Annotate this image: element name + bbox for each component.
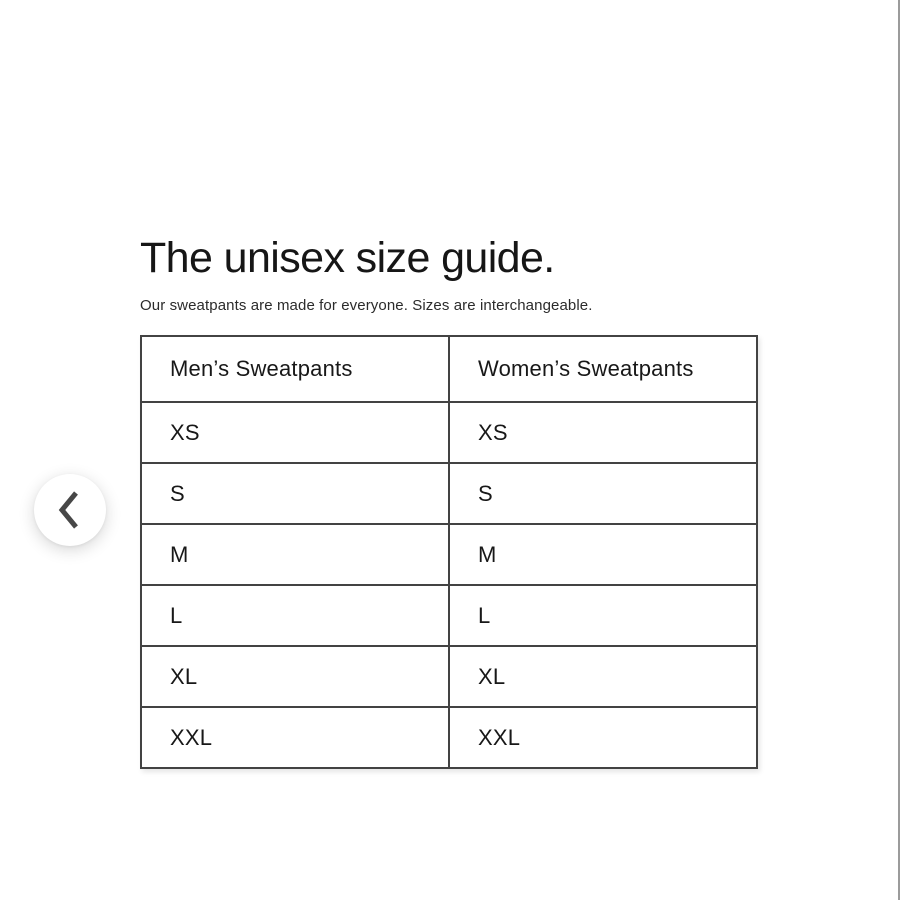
table-row (141, 646, 757, 707)
page-title: The unisex size guide. (140, 234, 555, 282)
table-row (141, 707, 757, 768)
column-header-womens: Women’s Sweatpants (449, 336, 757, 402)
size-cell: XL (141, 646, 449, 707)
size-cell: XS (449, 402, 757, 463)
size-cell: S (141, 463, 449, 524)
chevron-left-icon (56, 488, 80, 532)
table-row (141, 585, 757, 646)
size-cell: XL (449, 646, 757, 707)
size-cell: XXL (141, 707, 449, 768)
table-row (141, 402, 757, 463)
size-guide-section (140, 234, 758, 769)
size-cell: XS (141, 402, 449, 463)
page-subtitle: Our sweatpants are made for everyone. Sizes are interchangeable. (140, 297, 593, 315)
size-cell: L (449, 585, 757, 646)
size-cell: XXL (449, 707, 757, 768)
previous-image-button[interactable] (34, 474, 106, 546)
table-header-row (141, 336, 757, 402)
size-cell: S (449, 463, 757, 524)
size-guide-table (140, 335, 758, 769)
size-cell: M (141, 524, 449, 585)
size-cell: M (449, 524, 757, 585)
table-row (141, 524, 757, 585)
column-header-mens: Men’s Sweatpants (141, 336, 449, 402)
size-cell: L (141, 585, 449, 646)
table-row (141, 463, 757, 524)
